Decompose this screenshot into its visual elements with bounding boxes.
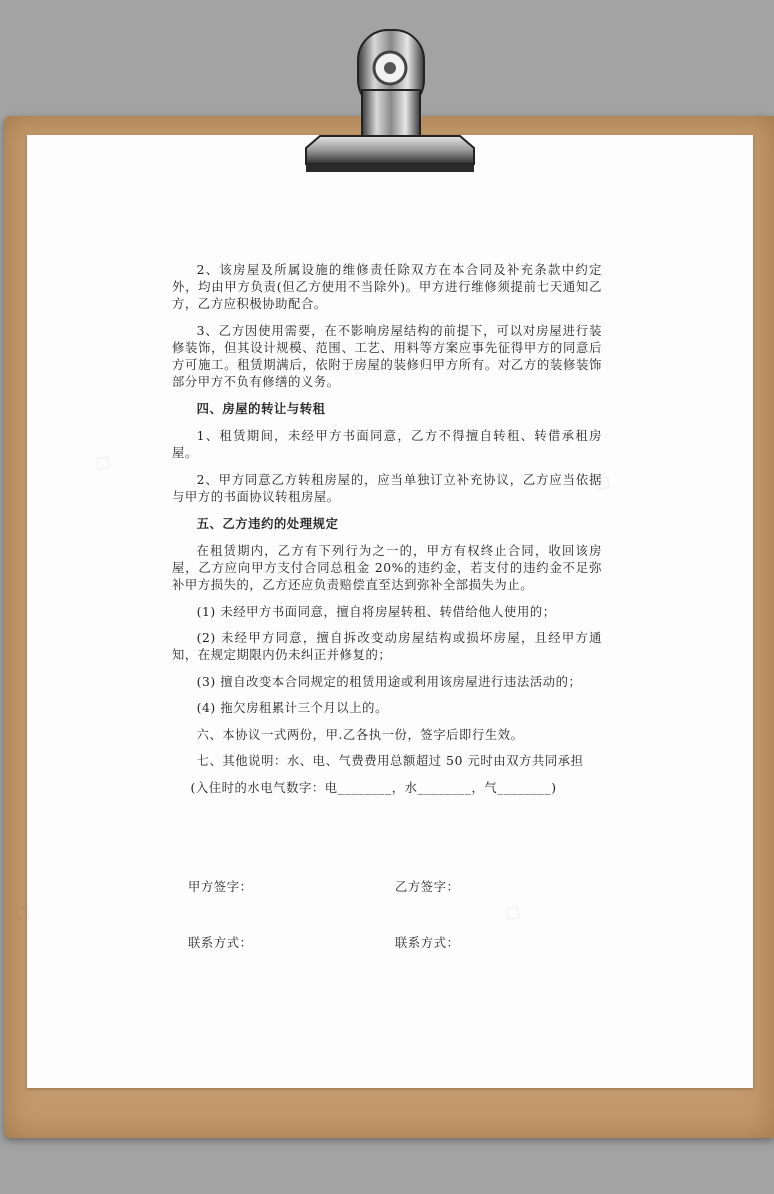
party-a-contact-label: 联系方式： [188,936,253,950]
watermark: ◇ [499,897,528,928]
watermark: ◇ [9,897,38,928]
party-a-signature-label: 甲方签字： [188,880,253,894]
watermark: ◇ [89,447,118,478]
clause-item: (1) 未经甲方书面同意，擅自将房屋转租、转借给他人使用的； [196,604,556,619]
clause-paragraph: 2、甲方同意乙方转租房屋的，应当单独订立补充协议，乙方应当依据与甲方的书面协议转租房屋。 [172,472,602,504]
party-b-contact-label: 联系方式： [395,936,460,950]
clause-paragraph: 七、其他说明：水、电、气费费用总额超过 50 元时由双方共同承担 [196,754,584,768]
clause-paragraph: 在租赁期内，乙方有下列行为之一的，甲方有权终止合同，收回该房屋，乙方应向甲方支付合同总租金 20%的违约金，若支付的违约金不足弥补甲方损失的，乙方还应负责赔偿直至达到弥补全部损失为止。 [172,544,602,592]
clause-paragraph: 3、乙方因使用需要，在不影响房屋结构的前提下，可以对房屋进行装修装饰，但其设计规模、范围、工艺、用料等方案应事先征得甲方的同意后方可施工。租赁期满后，依附于房屋的装修归甲方所有。对乙方的装修装饰部分甲方不负有修缮的义务。 [172,323,602,389]
clause-paragraph: 2、该房屋及所属设施的维修责任除双方在本合同及补充条款中约定外，均由甲方负责(但乙方使用不当除外)。甲方进行维修须提前七天通知乙方，乙方应积极协助配合。 [172,263,602,311]
meter-readings-line: (入住时的水电气数字：电________，水________，气________) [190,780,557,795]
section-heading: 五、乙方违约的处理规定 [196,516,339,531]
clause-item: (4) 拖欠房租累计三个月以上的。 [196,701,388,715]
clause-item: (3) 擅自改变本合同规定的租赁用途或利用该房屋进行违法活动的； [196,674,582,689]
clause-paragraph: 六、本协议一式两份，甲.乙各执一份，签字后即行生效。 [196,727,524,742]
clause-paragraph: 1、租赁期间，未经甲方书面同意，乙方不得擅自转租、转借承租房屋。 [172,429,602,460]
clause-item: (2) 未经甲方同意，擅自拆改变动房屋结构或损坏房屋，且经甲方通知，在规定期限内仍未纠正并修复的； [172,631,602,662]
party-b-signature-label: 乙方签字： [395,880,460,894]
binder-clip-icon [300,24,480,176]
section-heading: 四、房屋的转让与转租 [196,401,326,416]
contract-text [172,262,602,806]
watermark: ◇ [589,467,618,498]
